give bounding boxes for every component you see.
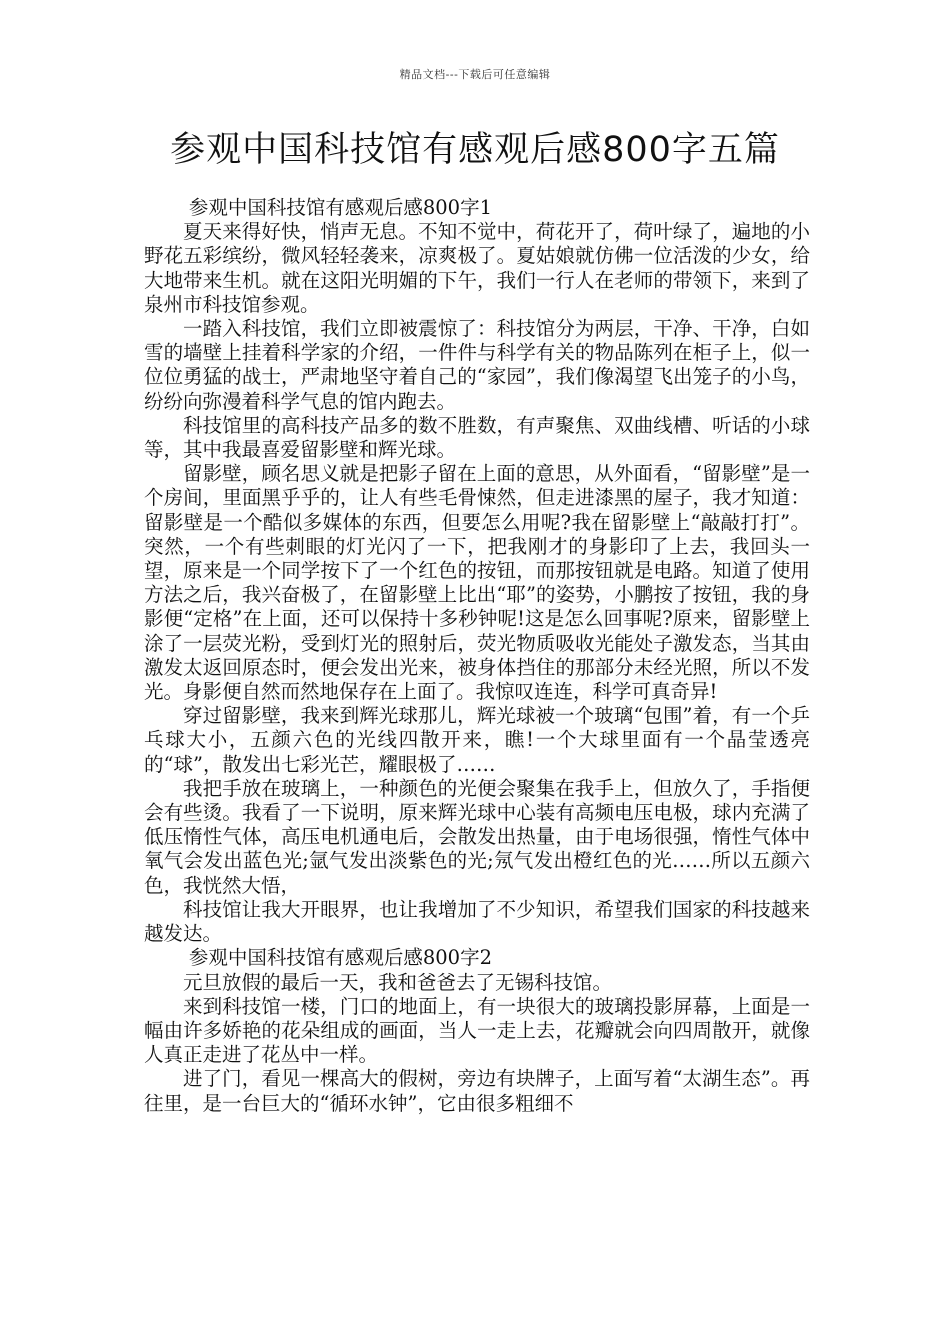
- paragraph: 进了门，看见一棵高大的假树，旁边有块牌子，上面写着“太湖生态”。再往里，是一台巨大的“循环水钟”，它由很多粗细不: [144, 1067, 810, 1115]
- paragraph: 来到科技馆一楼，门口的地面上，有一块很大的玻璃投影屏幕，上面是一幅由许多娇艳的花朵组成的画面，当人一走上去，花瓣就会向四周散开，就像人真正走进了花丛中一样。: [144, 994, 810, 1067]
- section-heading-2: 参观中国科技馆有感观后感800字2: [188, 946, 492, 970]
- document-title: 参观中国科技馆有感观后感800字五篇: [170, 130, 780, 170]
- paragraph: 夏天来得好快，悄声无息。不知不觉中，荷花开了，荷叶绿了，遍地的小野花五彩缤纷，微风轻轻袭来，凉爽极了。夏姑娘就仿佛一位活泼的少女，给大地带来生机。就在这阳光明媚的下午，我们一行人在老师的带领下，来到了泉州市科技馆参观。: [144, 220, 810, 316]
- paragraph: 科技馆让我大开眼界，也让我增加了不少知识，希望我们国家的科技越来越发达。: [144, 897, 810, 946]
- paragraph: 我把手放在玻璃上，一种颜色的光便会聚集在我手上，但放久了，手指便会有些烫。我看了一下说明，原来辉光球中心装有高频电压电极，球内充满了低压惰性气体，高压电机通电后，会散发出热量，由于电场很强，惰性气体中氧气会发出蓝色光;氩气发出淡紫色的光;氖气发出橙红色的光……所以五颜六色，我恍然大悟，: [144, 776, 810, 897]
- paragraph: 元旦放假的最后一天，我和爸爸去了无锡科技馆。: [183, 970, 613, 994]
- paragraph: 一踏入科技馆，我们立即被震惊了：科技馆分为两层，干净、干净，白如雪的墙壁上挂着科学家的介绍，一件件与科学有关的物品陈列在柜子上，似一位位勇猛的战士，严肃地坚守着自己的“家园”，我们像渴望飞出笼子的小鸟，纷纷向弥漫着科学气息的馆内跑去。: [144, 317, 810, 413]
- header-note: 精品文档---下载后可任意编辑: [399, 68, 551, 81]
- section-heading-1: 参观中国科技馆有感观后感800字1: [188, 196, 492, 219]
- paragraph: 科技馆里的高科技产品多的数不胜数，有声聚焦、双曲线槽、听话的小球等，其中我最喜爱留影壁和辉光球。: [144, 413, 810, 462]
- document-body: [144, 196, 810, 1116]
- paragraph: 穿过留影壁，我来到辉光球那儿，辉光球被一个玻璃“包围”着，有一个乒乓球大小，五颜六色的光线四散开来，瞧!一个大球里面有一个晶莹透亮的“球”，散发出七彩光芒，耀眼极了……: [144, 704, 810, 776]
- paragraph: 留影壁，顾名思义就是把影子留在上面的意思，从外面看，“留影壁”是一个房间，里面黑乎乎的，让人有些毛骨悚然，但走进漆黑的屋子，我才知道：留影壁是一个酷似多媒体的东西，但要怎么用呢?我在留影壁上“敲敲打打”。突然，一个有些刺眼的灯光闪了一下，把我刚才的身影印了上去，我回头一望，原来是一个同学按下了一个红色的按钮，而那按钮就是电路。知道了使用方法之后，我兴奋极了，在留影壁上比出“耶”的姿势，小鹏按了按钮，我的身影便“定格”在上面，还可以保持十多秒钟呢!这是怎么回事呢?原来，留影壁上涂了一层荧光粉，受到灯光的照射后，荧光物质吸收光能处子激发态，当其由激发太返回原态时，便会发出光来，被身体挡住的那部分未经光照，所以不发光。身影便自然而然地保存在上面了。我惊叹连连，科学可真奇异!: [144, 462, 810, 704]
